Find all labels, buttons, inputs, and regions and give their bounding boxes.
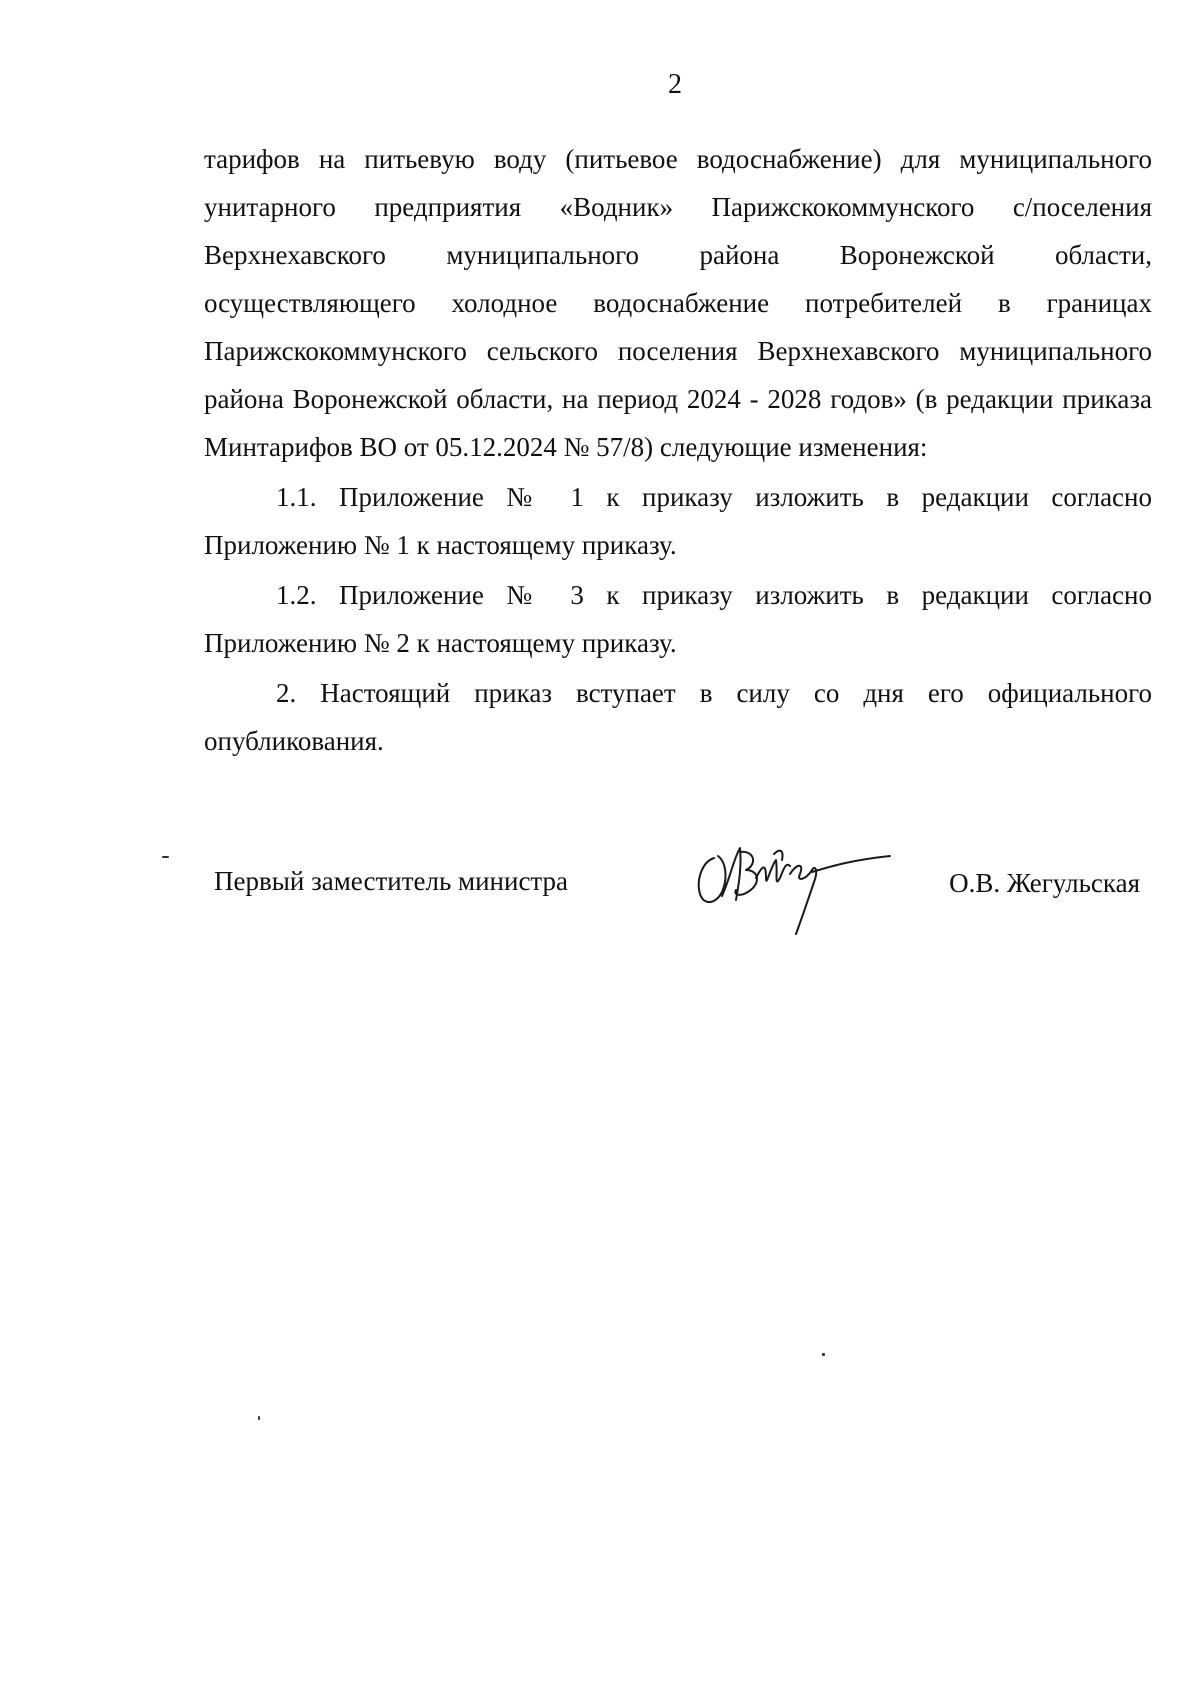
page-number: 2 (668, 69, 682, 100)
paragraph-continuation: тарифов на питьевую воду (питьевое водоснабжение) для муниципального унитарного предприятия «Водник» Парижскокоммунского с/поселения Верхнехавского муниципального района Воронежской области, осуществляющего холодное водоснабжение потребителей в границах Парижскокоммунского сельского поселения Верхнехавского муниципального района Воронежской области, на период 2024 - 2028 годов» (в редакции приказа Минтарифов ВО от 05.12.2024 № 57/8) следующие изменения: (204, 144, 1152, 462)
paragraph-item-1-2: 1.2. Приложение № 3 к приказу изложить в редакции согласно Приложению № 2 к настоящему приказу. (204, 580, 1152, 658)
scan-speck (822, 1353, 825, 1356)
paragraph-item-1-1: 1.1. Приложение № 1 к приказу изложить в редакции согласно Приложению № 1 к настоящему приказу. (204, 482, 1152, 560)
handwritten-signature (692, 838, 902, 938)
scan-speck (162, 856, 169, 858)
document-body (204, 135, 1152, 765)
scan-speck (258, 1416, 260, 1420)
signatory-title: Первый заместитель министра (214, 866, 569, 896)
paragraph-item-2: 2. Настоящий приказ вступает в силу со дня его официального опубликования. (204, 678, 1152, 756)
signatory-name: О.В. Жегульская (949, 868, 1140, 898)
